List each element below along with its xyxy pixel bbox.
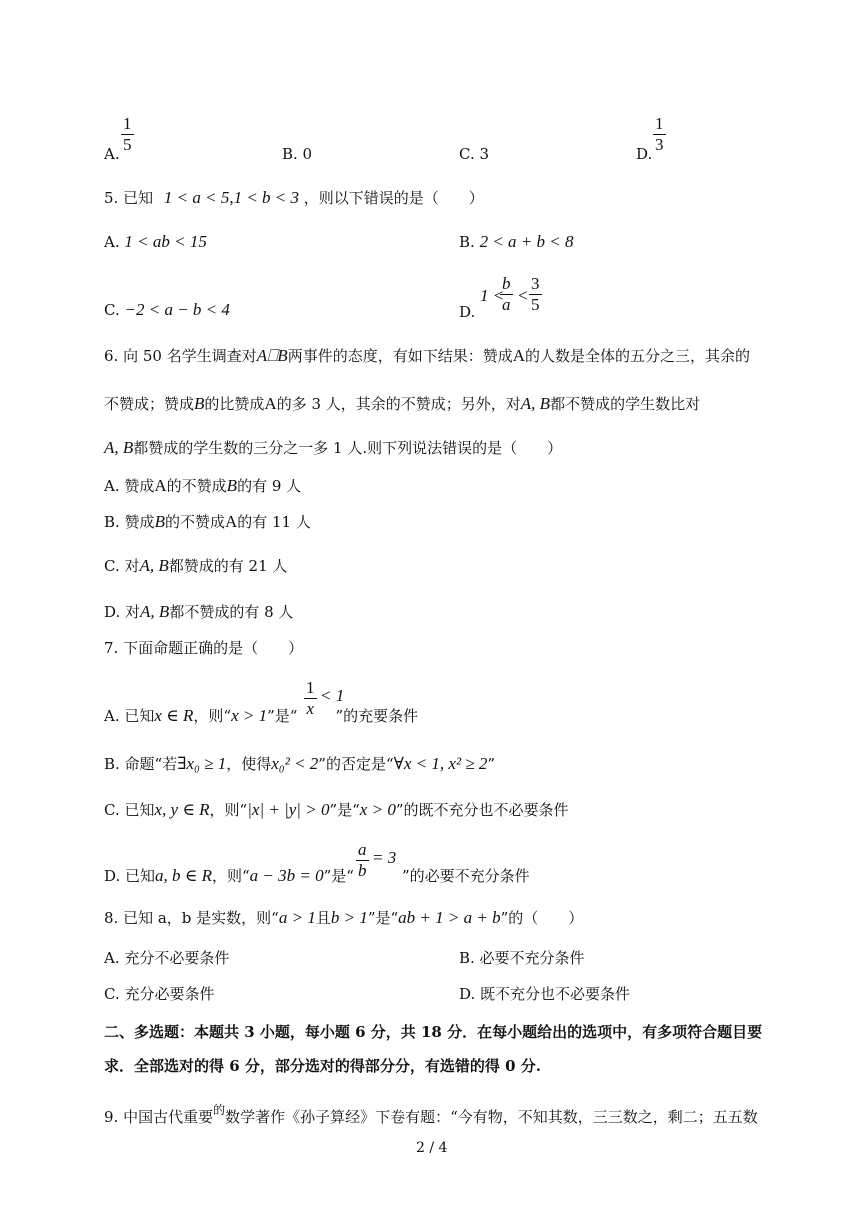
q8-option-b: B. 必要不充分条件 bbox=[459, 949, 585, 967]
fraction-numerator: 1 bbox=[123, 114, 132, 133]
q5-option-d-left: 1 < bbox=[480, 286, 505, 305]
text: ，则“ bbox=[193, 707, 232, 725]
math: x, y ∈ R bbox=[154, 800, 210, 819]
fraction-denominator: x bbox=[306, 699, 315, 718]
text: ，使得 bbox=[226, 755, 272, 773]
fraction-numerator: 1 bbox=[306, 678, 315, 697]
text: 数学著作《孙子算经》下卷有题：“今有物，不知其数，三三数之，剩二；五五数 bbox=[225, 1108, 758, 1126]
math: A, B bbox=[520, 394, 551, 413]
q7-option-c bbox=[104, 800, 569, 820]
text: 的不赞成 bbox=[166, 477, 227, 495]
text: ，则“ bbox=[209, 801, 248, 819]
math: a − 3b = 0 bbox=[249, 866, 324, 885]
text: D. 已知 bbox=[104, 867, 156, 885]
text: ”是“ bbox=[329, 801, 360, 819]
q4-option-a-fraction bbox=[121, 114, 134, 155]
math: x > 1 bbox=[231, 706, 268, 725]
math: ∀x < 1, x² ≥ 2 bbox=[393, 754, 488, 773]
math: x₀² < 2 bbox=[271, 754, 319, 773]
q6-option-a bbox=[104, 476, 301, 496]
q7-option-d bbox=[104, 866, 530, 886]
math: ab + 1 > a + b bbox=[398, 908, 501, 927]
math: A⎕B bbox=[256, 346, 288, 365]
page-number: 2 / 4 bbox=[416, 1140, 448, 1156]
q4-option-a-label: A. bbox=[104, 145, 120, 163]
math: B bbox=[226, 476, 238, 495]
q6-option-b bbox=[104, 512, 311, 532]
fraction-denominator: 3 bbox=[655, 135, 664, 154]
q7-d-eq3: = 3 bbox=[372, 848, 397, 867]
text: 都赞成的学生数的三分之一多 1 人.则下列说法错误的是（ ） bbox=[133, 439, 563, 457]
q5-option-a bbox=[104, 232, 207, 252]
q5-stem-math: 1 < a < 5,1 < b < 3 bbox=[163, 188, 300, 207]
math: A bbox=[264, 394, 277, 413]
q9-line-1 bbox=[104, 1100, 758, 1127]
text: 不赞成；赞成 bbox=[104, 395, 195, 413]
q6-option-d bbox=[104, 602, 293, 622]
math: A, B bbox=[104, 438, 134, 457]
q5-option-c bbox=[104, 300, 230, 320]
text: B. 赞成 bbox=[104, 513, 155, 531]
q5-option-b bbox=[459, 232, 574, 252]
fraction-numerator: 3 bbox=[531, 274, 540, 293]
q8-option-d: D. 既不充分也不必要条件 bbox=[459, 985, 631, 1003]
text: 的有 9 人 bbox=[237, 477, 302, 495]
q6-line-1 bbox=[104, 346, 750, 366]
fraction-numerator: a bbox=[358, 840, 367, 859]
text: C. 对 bbox=[104, 557, 140, 575]
text: 且 bbox=[315, 909, 331, 927]
q8-stem bbox=[104, 908, 583, 928]
q5-option-d-fraction1 bbox=[500, 274, 513, 315]
text: 9. 中国古代重要 bbox=[104, 1108, 214, 1126]
text: 6. 向 50 名学生调查对 bbox=[104, 347, 257, 365]
text: C. 已知 bbox=[104, 801, 155, 819]
q4-option-d-fraction bbox=[653, 114, 666, 155]
q4-option-b: B. 0 bbox=[282, 145, 313, 163]
fraction-denominator: 5 bbox=[531, 295, 540, 314]
q8-option-a: A. 充分不必要条件 bbox=[104, 949, 230, 967]
text: 都不赞成的学生数比对 bbox=[550, 395, 701, 413]
text: ”的既不充分也不必要条件 bbox=[395, 801, 569, 819]
fraction-numerator: b bbox=[502, 274, 511, 293]
math: B bbox=[154, 512, 165, 531]
q5-option-d-fraction2 bbox=[529, 274, 542, 315]
text: A. 赞成 bbox=[104, 477, 155, 495]
math: A bbox=[154, 476, 167, 495]
text: 8. 已知 a，b 是实数，则“ bbox=[104, 909, 279, 927]
fraction-denominator: 5 bbox=[123, 135, 132, 154]
text: 的 bbox=[213, 1103, 226, 1117]
option-label: B. bbox=[459, 233, 475, 251]
text: ”是“ bbox=[323, 867, 354, 885]
math: b > 1 bbox=[330, 908, 368, 927]
q4-option-d-label: D. bbox=[636, 145, 653, 163]
math: A bbox=[512, 346, 525, 365]
math: A, B bbox=[139, 556, 169, 575]
text: ，则“ bbox=[212, 867, 250, 885]
q7-a-lt1: < 1 bbox=[320, 686, 345, 705]
q5-stem bbox=[104, 188, 484, 208]
text: 的多 3 人，其余的不赞成；另外，对 bbox=[276, 395, 521, 413]
text: B. 命题“若 bbox=[104, 755, 178, 773]
text: 两事件的态度，有如下结果：赞成 bbox=[287, 347, 513, 365]
text: D. 对 bbox=[104, 603, 141, 621]
text: A. 已知 bbox=[104, 707, 155, 725]
section-2-heading-line-1: 二、多选题：本题共 3 小题，每小题 6 分，共 18 分．在每小题给出的选项中，有多项符合题目要 bbox=[104, 1023, 763, 1041]
option-math: 2 < a + b < 8 bbox=[479, 232, 574, 251]
text: ” bbox=[487, 755, 496, 773]
fraction-denominator: a bbox=[502, 295, 511, 314]
math: x ∈ R bbox=[154, 706, 194, 725]
math: B bbox=[194, 394, 205, 413]
q7-option-b bbox=[104, 754, 495, 774]
fraction-numerator: 1 bbox=[655, 114, 664, 133]
text: ”是“ bbox=[267, 707, 298, 725]
q5-option-d-mid: < bbox=[517, 286, 529, 305]
text: ”的必要不充分条件 bbox=[401, 867, 530, 885]
q5-stem-suffix: ，则以下错误的是（ ） bbox=[303, 189, 484, 207]
q4-option-c: C. 3 bbox=[459, 145, 490, 163]
q6-option-c bbox=[104, 556, 287, 576]
text: ”是“ bbox=[367, 909, 399, 927]
section-2-heading-line-2: 求．全部选对的得 6 分，部分选对的得部分分，有选错的得 0 分. bbox=[104, 1057, 541, 1075]
text: 的比赞成 bbox=[204, 395, 265, 413]
text: 都不赞成的有 8 人 bbox=[169, 603, 294, 621]
math: x > 0 bbox=[359, 800, 396, 819]
text: ”的充要条件 bbox=[335, 707, 419, 725]
math: ∃x₀ ≥ 1 bbox=[177, 754, 227, 773]
q7-d-fraction bbox=[356, 840, 369, 881]
q5-option-d-label: D. bbox=[459, 303, 476, 321]
q7-a-fraction bbox=[304, 678, 317, 719]
text: 的人数是全体的五分之三，其余的 bbox=[524, 347, 750, 365]
text: 的不赞成 bbox=[164, 513, 225, 531]
q8-option-c: C. 充分必要条件 bbox=[104, 985, 215, 1003]
text: ”的（ ） bbox=[500, 909, 584, 927]
q5-stem-prefix: 5. 已知 bbox=[104, 189, 154, 207]
q6-line-3 bbox=[104, 438, 562, 458]
q7-stem: 7. 下面命题正确的是（ ） bbox=[104, 639, 304, 657]
math: A bbox=[224, 512, 238, 531]
fraction-denominator: b bbox=[358, 861, 367, 880]
math: A, B bbox=[140, 602, 170, 621]
q7-option-a bbox=[104, 706, 418, 726]
math: a, b ∈ R bbox=[155, 866, 212, 885]
text: ”的否定是“ bbox=[318, 755, 394, 773]
math: a > 1 bbox=[278, 908, 316, 927]
option-math: 1 < ab < 15 bbox=[124, 232, 207, 251]
option-label: C. bbox=[104, 301, 120, 319]
math: |x| + |y| > 0 bbox=[247, 800, 330, 819]
option-label: A. bbox=[104, 233, 120, 251]
q6-line-2 bbox=[104, 394, 700, 414]
text: 都赞成的有 21 人 bbox=[168, 557, 288, 575]
text: 的有 11 人 bbox=[237, 513, 311, 531]
option-math: −2 < a − b < 4 bbox=[124, 300, 230, 319]
